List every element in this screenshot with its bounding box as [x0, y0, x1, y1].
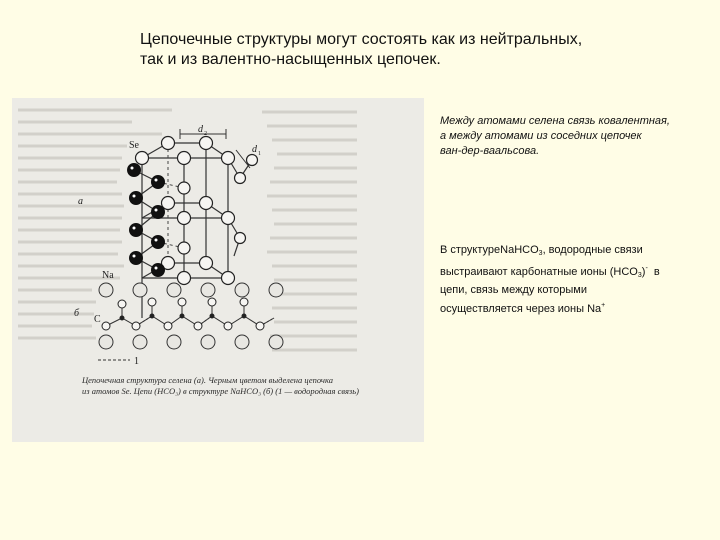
selenium-bond-note — [440, 114, 715, 159]
note2-line-4 — [440, 298, 715, 317]
label-d2-sub: 2 — [204, 131, 207, 137]
caption-line-1: Цепочечная структура селена (а). Черным цветом выделена цепочка — [82, 375, 333, 385]
title-line-1: Цепочечные структуры могут состоять как из нейтральных, — [140, 31, 583, 48]
na-sup: + — [601, 302, 606, 309]
hco3-chain-bonds — [106, 304, 274, 326]
ion-sup: - — [645, 265, 648, 272]
sodium-ions — [99, 283, 283, 349]
formula-sub: 3 — [538, 250, 543, 257]
label-d2: d — [198, 124, 203, 135]
note2-line-1 — [440, 243, 715, 261]
title-line-2: так и из валентно-насыщенных цепочек. — [140, 51, 441, 68]
note2-l2: выстраивают карбонатные ионы (HCO — [440, 266, 638, 278]
label-one: 1 — [134, 356, 139, 367]
scan-background-text — [18, 110, 357, 350]
hydrogen-bonds — [136, 316, 274, 326]
figure-caption — [82, 375, 412, 397]
nahco3-structure-note — [440, 243, 715, 317]
slide-title — [140, 30, 680, 70]
label-b: б — [74, 308, 80, 319]
label-se: Se — [129, 140, 139, 151]
note2-p2: , водородные связи — [542, 244, 643, 256]
label-d1: d — [252, 144, 257, 155]
label-a: а — [78, 196, 83, 207]
ion-sub: 3 — [637, 272, 642, 279]
note2-line-2: выстраивают карбонатные ионы $(HCO_3)^-$ в — [440, 265, 660, 279]
carbon-atoms — [120, 314, 247, 321]
note2-l2-end: в — [647, 266, 660, 278]
label-d1-sub: 1 — [258, 151, 261, 157]
selenium-lattice-bonds — [134, 143, 252, 318]
formula: NaHCO — [500, 244, 539, 256]
selenium-chain-atoms-dark — [128, 164, 165, 277]
label-na: Na — [102, 270, 114, 281]
note2-l4: осуществляется через ионы Na — [440, 303, 602, 315]
note2-p1: В структуре — [440, 244, 501, 256]
caption-line-2: из атомов Se. Цепи (HCO₃) в структуре NaHCO₃ (б) (1 — водородная связь) — [82, 386, 359, 396]
textbook-figure-scan — [12, 98, 424, 442]
note1-line-1: Между атомами селена связь ковалентная, — [440, 115, 670, 127]
note1-line-3: ван-дер-ваальсова. — [440, 145, 540, 157]
label-c: C — [94, 314, 101, 325]
note1-line-2: а между атомами из соседних цепочек — [440, 130, 642, 142]
note2-line-3: цепи, связь между которыми — [440, 284, 587, 296]
